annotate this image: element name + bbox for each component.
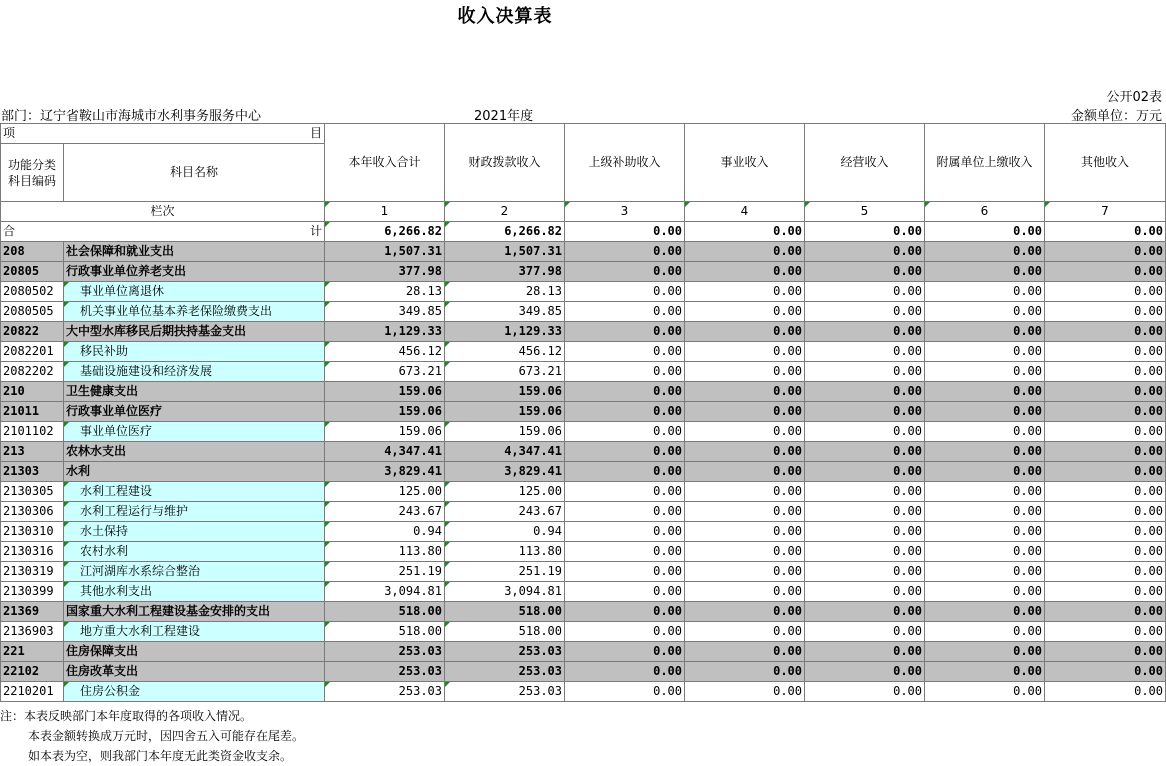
subject-code: 2130399 bbox=[1, 582, 64, 602]
amount-cell: 253.03 bbox=[445, 662, 565, 682]
amount-cell: 518.00 bbox=[445, 622, 565, 642]
subject-code: 2130316 bbox=[1, 542, 64, 562]
amount-cell: 0.00 bbox=[685, 242, 805, 262]
column-header: 其他收入 bbox=[1045, 124, 1166, 202]
amount-cell: 0.00 bbox=[565, 442, 685, 462]
amount-cell: 0.00 bbox=[565, 682, 685, 702]
subject-code: 22102 bbox=[1, 662, 64, 682]
amount-cell: 3,094.81 bbox=[445, 582, 565, 602]
amount-cell: 0.00 bbox=[1045, 502, 1166, 522]
subject-name: 事业单位离退休 bbox=[64, 282, 325, 302]
amount-cell: 0.00 bbox=[685, 402, 805, 422]
amount-cell: 0.00 bbox=[565, 482, 685, 502]
subject-code: 213 bbox=[1, 442, 64, 462]
amount-cell: 0.00 bbox=[1045, 642, 1166, 662]
amount-cell: 377.98 bbox=[445, 262, 565, 282]
amount-cell: 0.00 bbox=[565, 422, 685, 442]
amount-cell: 0.00 bbox=[805, 422, 925, 442]
amount-cell: 0.00 bbox=[925, 662, 1045, 682]
column-number-row bbox=[1, 202, 1166, 222]
amount-cell: 4,347.41 bbox=[325, 442, 445, 462]
amount-cell: 159.06 bbox=[325, 382, 445, 402]
subject-name: 住房改革支出 bbox=[64, 662, 325, 682]
table-row bbox=[1, 262, 1166, 282]
amount-cell: 0.00 bbox=[925, 282, 1045, 302]
amount-cell: 0.94 bbox=[325, 522, 445, 542]
amount-cell: 0.00 bbox=[685, 342, 805, 362]
amount-cell: 0.00 bbox=[685, 662, 805, 682]
amount-cell: 1,507.31 bbox=[445, 242, 565, 262]
amount-cell: 159.06 bbox=[445, 382, 565, 402]
amount-cell: 0.00 bbox=[1045, 362, 1166, 382]
column-header: 本年收入合计 bbox=[325, 124, 445, 202]
total-value: 0.00 bbox=[805, 222, 925, 242]
column-number: 6 bbox=[925, 202, 1045, 222]
amount-cell: 253.03 bbox=[325, 682, 445, 702]
header-xiang: 项 bbox=[3, 126, 16, 140]
amount-cell: 0.00 bbox=[805, 662, 925, 682]
amount-cell: 3,829.41 bbox=[445, 462, 565, 482]
amount-cell: 0.00 bbox=[685, 322, 805, 342]
total-ji: 计 bbox=[309, 224, 322, 238]
amount-cell: 0.00 bbox=[565, 462, 685, 482]
amount-cell: 0.00 bbox=[685, 362, 805, 382]
subject-name: 机关事业单位基本养老保险缴费支出 bbox=[64, 302, 325, 322]
amount-cell: 0.00 bbox=[925, 402, 1045, 422]
subject-code: 2101102 bbox=[1, 422, 64, 442]
subject-code: 2136903 bbox=[1, 622, 64, 642]
column-number: 7 bbox=[1045, 202, 1166, 222]
footnote-2: 本表金额转换成万元时，因四舍五入可能存在尾差。 bbox=[28, 729, 305, 743]
amount-cell: 0.00 bbox=[925, 682, 1045, 702]
amount-cell: 0.00 bbox=[925, 362, 1045, 382]
column-header: 附属单位上缴收入 bbox=[925, 124, 1045, 202]
amount-cell: 0.00 bbox=[565, 242, 685, 262]
subject-code: 2210201 bbox=[1, 682, 64, 702]
amount-cell: 0.00 bbox=[565, 342, 685, 362]
table-row bbox=[1, 522, 1166, 542]
column-number: 4 bbox=[685, 202, 805, 222]
table-row bbox=[1, 462, 1166, 482]
header-xiang-mu bbox=[1, 124, 325, 144]
amount-cell: 0.00 bbox=[805, 502, 925, 522]
subject-name: 水土保持 bbox=[64, 522, 325, 542]
amount-cell: 0.00 bbox=[805, 302, 925, 322]
total-row bbox=[1, 222, 1166, 242]
amount-cell: 0.00 bbox=[685, 642, 805, 662]
total-he: 合 bbox=[3, 224, 16, 238]
amount-cell: 28.13 bbox=[445, 282, 565, 302]
amount-cell: 0.00 bbox=[1045, 422, 1166, 442]
table-row bbox=[1, 422, 1166, 442]
amount-cell: 0.00 bbox=[805, 322, 925, 342]
amount-cell: 0.00 bbox=[805, 262, 925, 282]
subject-code: 210 bbox=[1, 382, 64, 402]
subject-code: 20805 bbox=[1, 262, 64, 282]
subject-name: 水利工程运行与维护 bbox=[64, 502, 325, 522]
subject-code: 20822 bbox=[1, 322, 64, 342]
table-row bbox=[1, 602, 1166, 622]
income-table bbox=[0, 123, 1166, 702]
amount-cell: 456.12 bbox=[325, 342, 445, 362]
amount-cell: 0.00 bbox=[685, 522, 805, 542]
amount-cell: 0.00 bbox=[1045, 402, 1166, 422]
subject-name: 基础设施建设和经济发展 bbox=[64, 362, 325, 382]
amount-unit: 金额单位：万元 bbox=[1070, 109, 1162, 124]
amount-cell: 0.00 bbox=[805, 342, 925, 362]
subject-code: 2130306 bbox=[1, 502, 64, 522]
subject-code: 208 bbox=[1, 242, 64, 262]
amount-cell: 0.00 bbox=[565, 302, 685, 322]
amount-cell: 0.00 bbox=[1045, 542, 1166, 562]
amount-cell: 113.80 bbox=[325, 542, 445, 562]
amount-cell: 0.00 bbox=[805, 442, 925, 462]
report-title: 收入决算表 bbox=[457, 6, 553, 27]
amount-cell: 0.00 bbox=[565, 582, 685, 602]
amount-cell: 0.00 bbox=[1045, 582, 1166, 602]
report-meta bbox=[0, 105, 1166, 123]
column-number: 2 bbox=[445, 202, 565, 222]
subject-name: 水利工程建设 bbox=[64, 482, 325, 502]
amount-cell: 0.00 bbox=[925, 502, 1045, 522]
column-number: 5 bbox=[805, 202, 925, 222]
table-row bbox=[1, 622, 1166, 642]
amount-cell: 518.00 bbox=[325, 602, 445, 622]
amount-cell: 243.67 bbox=[325, 502, 445, 522]
table-row bbox=[1, 482, 1166, 502]
amount-cell: 349.85 bbox=[445, 302, 565, 322]
amount-cell: 0.00 bbox=[685, 442, 805, 462]
amount-cell: 253.03 bbox=[445, 682, 565, 702]
subject-name: 社会保障和就业支出 bbox=[64, 242, 325, 262]
amount-cell: 0.00 bbox=[925, 342, 1045, 362]
amount-cell: 0.00 bbox=[565, 662, 685, 682]
amount-cell: 0.00 bbox=[685, 622, 805, 642]
amount-cell: 0.00 bbox=[1045, 562, 1166, 582]
fiscal-year: 2021年度 bbox=[474, 109, 534, 124]
amount-cell: 0.00 bbox=[1045, 262, 1166, 282]
amount-cell: 0.00 bbox=[1045, 342, 1166, 362]
amount-cell: 0.00 bbox=[565, 642, 685, 662]
table-row bbox=[1, 662, 1166, 682]
amount-cell: 0.00 bbox=[805, 282, 925, 302]
amount-cell: 0.00 bbox=[925, 522, 1045, 542]
amount-cell: 0.00 bbox=[925, 462, 1045, 482]
subject-name: 江河湖库水系综合整治 bbox=[64, 562, 325, 582]
amount-cell: 159.06 bbox=[445, 402, 565, 422]
total-value: 6,266.82 bbox=[445, 222, 565, 242]
amount-cell: 0.00 bbox=[925, 322, 1045, 342]
amount-cell: 0.00 bbox=[565, 402, 685, 422]
amount-cell: 0.00 bbox=[925, 382, 1045, 402]
amount-cell: 0.00 bbox=[1045, 442, 1166, 462]
subject-name: 农林水支出 bbox=[64, 442, 325, 462]
amount-cell: 0.00 bbox=[805, 542, 925, 562]
form-number: 公开02表 bbox=[1106, 90, 1162, 105]
amount-cell: 0.00 bbox=[925, 582, 1045, 602]
subject-code: 2130305 bbox=[1, 482, 64, 502]
amount-cell: 1,129.33 bbox=[325, 322, 445, 342]
subject-name: 卫生健康支出 bbox=[64, 382, 325, 402]
column-header: 上级补助收入 bbox=[565, 124, 685, 202]
table-row bbox=[1, 642, 1166, 662]
subject-name: 行政事业单位医疗 bbox=[64, 402, 325, 422]
subject-name: 住房公积金 bbox=[64, 682, 325, 702]
amount-cell: 0.00 bbox=[565, 542, 685, 562]
amount-cell: 0.00 bbox=[685, 582, 805, 602]
amount-cell: 0.00 bbox=[925, 562, 1045, 582]
amount-cell: 253.03 bbox=[325, 662, 445, 682]
amount-cell: 0.00 bbox=[805, 642, 925, 662]
subject-name: 农村水利 bbox=[64, 542, 325, 562]
amount-cell: 0.00 bbox=[685, 462, 805, 482]
subject-name: 行政事业单位养老支出 bbox=[64, 262, 325, 282]
amount-cell: 0.00 bbox=[925, 642, 1045, 662]
amount-cell: 159.06 bbox=[325, 402, 445, 422]
subject-code: 2082201 bbox=[1, 342, 64, 362]
subject-code: 21303 bbox=[1, 462, 64, 482]
subject-code: 21369 bbox=[1, 602, 64, 622]
amount-cell: 0.00 bbox=[1045, 622, 1166, 642]
amount-cell: 0.00 bbox=[685, 482, 805, 502]
total-value: 6,266.82 bbox=[325, 222, 445, 242]
code-column-header: 功能分类 科目编码 bbox=[1, 144, 64, 202]
amount-cell: 125.00 bbox=[445, 482, 565, 502]
table-row bbox=[1, 362, 1166, 382]
subject-code: 2080505 bbox=[1, 302, 64, 322]
amount-cell: 0.00 bbox=[685, 262, 805, 282]
total-value: 0.00 bbox=[685, 222, 805, 242]
amount-cell: 0.00 bbox=[565, 502, 685, 522]
amount-cell: 0.00 bbox=[1045, 682, 1166, 702]
subject-name: 移民补助 bbox=[64, 342, 325, 362]
table-row bbox=[1, 382, 1166, 402]
amount-cell: 4,347.41 bbox=[445, 442, 565, 462]
column-header: 经营收入 bbox=[805, 124, 925, 202]
amount-cell: 0.00 bbox=[925, 242, 1045, 262]
amount-cell: 0.00 bbox=[1045, 302, 1166, 322]
amount-cell: 253.03 bbox=[445, 642, 565, 662]
amount-cell: 1,507.31 bbox=[325, 242, 445, 262]
column-header: 财政拨款收入 bbox=[445, 124, 565, 202]
table-row bbox=[1, 322, 1166, 342]
subject-code: 2130310 bbox=[1, 522, 64, 542]
subject-name: 地方重大水利工程建设 bbox=[64, 622, 325, 642]
amount-cell: 3,829.41 bbox=[325, 462, 445, 482]
amount-cell: 349.85 bbox=[325, 302, 445, 322]
table-row bbox=[1, 282, 1166, 302]
amount-cell: 0.00 bbox=[925, 442, 1045, 462]
amount-cell: 0.00 bbox=[1045, 462, 1166, 482]
amount-cell: 0.00 bbox=[805, 482, 925, 502]
amount-cell: 0.00 bbox=[685, 422, 805, 442]
table-row bbox=[1, 682, 1166, 702]
amount-cell: 1,129.33 bbox=[445, 322, 565, 342]
subject-name: 大中型水库移民后期扶持基金支出 bbox=[64, 322, 325, 342]
amount-cell: 0.00 bbox=[805, 242, 925, 262]
amount-cell: 0.00 bbox=[565, 522, 685, 542]
amount-cell: 0.00 bbox=[565, 362, 685, 382]
amount-cell: 0.00 bbox=[685, 282, 805, 302]
amount-cell: 0.00 bbox=[1045, 602, 1166, 622]
amount-cell: 159.06 bbox=[325, 422, 445, 442]
amount-cell: 0.00 bbox=[565, 622, 685, 642]
amount-cell: 243.67 bbox=[445, 502, 565, 522]
amount-cell: 0.00 bbox=[805, 522, 925, 542]
amount-cell: 251.19 bbox=[325, 562, 445, 582]
amount-cell: 0.94 bbox=[445, 522, 565, 542]
subject-code: 2082202 bbox=[1, 362, 64, 382]
amount-cell: 0.00 bbox=[925, 302, 1045, 322]
amount-cell: 3,094.81 bbox=[325, 582, 445, 602]
amount-cell: 0.00 bbox=[1045, 282, 1166, 302]
amount-cell: 0.00 bbox=[685, 602, 805, 622]
amount-cell: 0.00 bbox=[1045, 322, 1166, 342]
table-row bbox=[1, 502, 1166, 522]
table-row bbox=[1, 442, 1166, 462]
amount-cell: 159.06 bbox=[445, 422, 565, 442]
header-row bbox=[1, 124, 1166, 144]
amount-cell: 673.21 bbox=[445, 362, 565, 382]
amount-cell: 0.00 bbox=[805, 562, 925, 582]
footnotes bbox=[0, 706, 304, 766]
amount-cell: 0.00 bbox=[685, 682, 805, 702]
total-value: 0.00 bbox=[1045, 222, 1166, 242]
footnote-1: 注：本表反映部门本年度取得的各项收入情况。 bbox=[0, 709, 253, 723]
amount-cell: 0.00 bbox=[925, 422, 1045, 442]
table-row bbox=[1, 542, 1166, 562]
subject-code: 2080502 bbox=[1, 282, 64, 302]
column-number: 3 bbox=[565, 202, 685, 222]
amount-cell: 673.21 bbox=[325, 362, 445, 382]
table-row bbox=[1, 582, 1166, 602]
amount-cell: 0.00 bbox=[805, 582, 925, 602]
amount-cell: 0.00 bbox=[1045, 242, 1166, 262]
footnote-3: 如本表为空，则我部门本年度无此类资金收支余。 bbox=[28, 749, 293, 763]
subject-code: 21011 bbox=[1, 402, 64, 422]
amount-cell: 0.00 bbox=[805, 382, 925, 402]
table-row bbox=[1, 342, 1166, 362]
amount-cell: 518.00 bbox=[325, 622, 445, 642]
total-label bbox=[1, 222, 325, 242]
amount-cell: 0.00 bbox=[805, 622, 925, 642]
subject-name: 水利 bbox=[64, 462, 325, 482]
amount-cell: 377.98 bbox=[325, 262, 445, 282]
amount-cell: 518.00 bbox=[445, 602, 565, 622]
amount-cell: 0.00 bbox=[805, 682, 925, 702]
amount-cell: 0.00 bbox=[1045, 382, 1166, 402]
amount-cell: 0.00 bbox=[805, 362, 925, 382]
total-value: 0.00 bbox=[565, 222, 685, 242]
amount-cell: 0.00 bbox=[685, 382, 805, 402]
amount-cell: 0.00 bbox=[1045, 522, 1166, 542]
table-row bbox=[1, 402, 1166, 422]
lanci-label: 栏次 bbox=[1, 202, 325, 222]
header-mu: 目 bbox=[309, 126, 322, 140]
subject-code: 2130319 bbox=[1, 562, 64, 582]
amount-cell: 0.00 bbox=[925, 482, 1045, 502]
amount-cell: 0.00 bbox=[565, 282, 685, 302]
amount-cell: 0.00 bbox=[565, 262, 685, 282]
amount-cell: 251.19 bbox=[445, 562, 565, 582]
amount-cell: 0.00 bbox=[565, 602, 685, 622]
total-value: 0.00 bbox=[925, 222, 1045, 242]
amount-cell: 0.00 bbox=[925, 262, 1045, 282]
amount-cell: 0.00 bbox=[925, 602, 1045, 622]
amount-cell: 0.00 bbox=[925, 542, 1045, 562]
column-number: 1 bbox=[325, 202, 445, 222]
column-header: 事业收入 bbox=[685, 124, 805, 202]
subject-name: 国家重大水利工程建设基金安排的支出 bbox=[64, 602, 325, 622]
table-row bbox=[1, 562, 1166, 582]
amount-cell: 0.00 bbox=[1045, 482, 1166, 502]
amount-cell: 113.80 bbox=[445, 542, 565, 562]
subject-name: 住房保障支出 bbox=[64, 642, 325, 662]
amount-cell: 0.00 bbox=[805, 402, 925, 422]
table-row bbox=[1, 302, 1166, 322]
amount-cell: 28.13 bbox=[325, 282, 445, 302]
amount-cell: 456.12 bbox=[445, 342, 565, 362]
amount-cell: 0.00 bbox=[685, 562, 805, 582]
department-label: 部门：辽宁省鞍山市海城市水利事务服务中心 bbox=[1, 109, 262, 124]
name-column-header: 科目名称 bbox=[64, 144, 325, 202]
amount-cell: 125.00 bbox=[325, 482, 445, 502]
amount-cell: 253.03 bbox=[325, 642, 445, 662]
amount-cell: 0.00 bbox=[685, 302, 805, 322]
amount-cell: 0.00 bbox=[925, 622, 1045, 642]
amount-cell: 0.00 bbox=[1045, 662, 1166, 682]
amount-cell: 0.00 bbox=[805, 602, 925, 622]
amount-cell: 0.00 bbox=[805, 462, 925, 482]
amount-cell: 0.00 bbox=[685, 502, 805, 522]
amount-cell: 0.00 bbox=[685, 542, 805, 562]
amount-cell: 0.00 bbox=[565, 562, 685, 582]
table-row bbox=[1, 242, 1166, 262]
amount-cell: 0.00 bbox=[565, 382, 685, 402]
subject-name: 事业单位医疗 bbox=[64, 422, 325, 442]
subject-name: 其他水利支出 bbox=[64, 582, 325, 602]
amount-cell: 0.00 bbox=[565, 322, 685, 342]
subject-code: 221 bbox=[1, 642, 64, 662]
